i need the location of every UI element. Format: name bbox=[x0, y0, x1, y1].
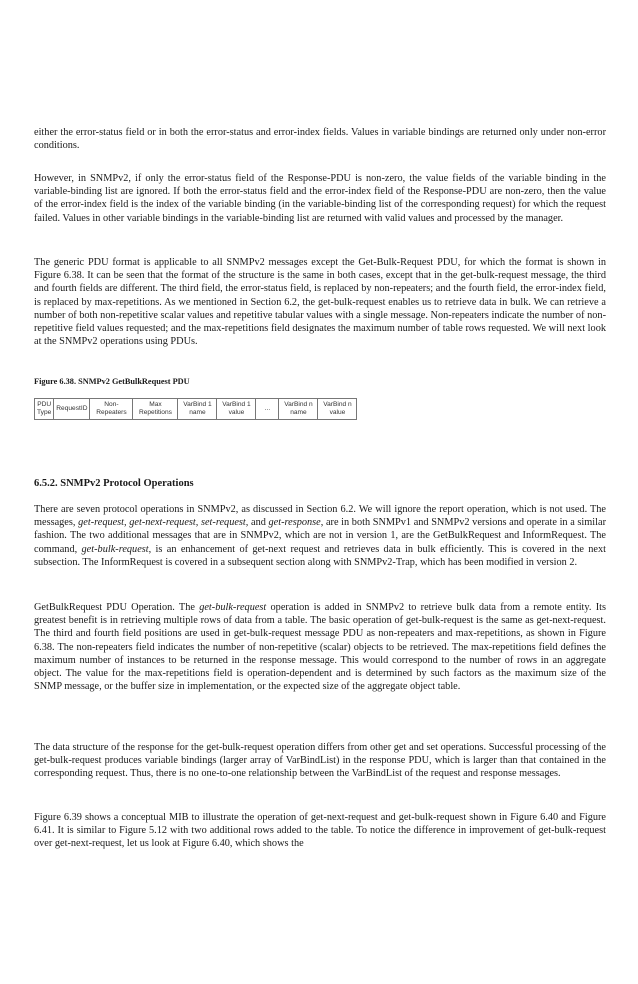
text-run-italic: get-request, get-next-request, set-request, bbox=[78, 517, 249, 529]
pdu-field-non-repeaters: Non- Repeaters bbox=[90, 399, 133, 420]
pdu-field-varbind1-name: VarBind 1 name bbox=[178, 399, 217, 420]
pdu-field-varbind1-value: VarBind 1 value bbox=[217, 399, 256, 420]
text-run-italic: get-response bbox=[268, 517, 321, 529]
pdu-field-ellipsis: ... bbox=[256, 399, 279, 420]
text-run: , are in both SNMPv1 and SNMPv2 versions and operate in a similar fashion. The two additional messages that are in SNMPv2, which are not in version 1, are the GetBulkRequest and InformRequest. The command, bbox=[34, 517, 607, 555]
text-run: operation is added in SNMPv2 to retrieve bulk data from a remote entity. Its greatest benefit is in retrieving multiple rows of data from a table. The basic operation of get-bulk-request is the same as get-next-request. The third and fourth field positions are used in get-bulk-request message PDU as non-repeaters and max-repetitions, as shown in Figure 6.38. The non-repeaters field indicates the number of non-repetitive (scalar) objects to be retrieved. The max-repetitions field defines the maximum number of instances to be returned in the response message. This would correspond to the number of rows in an aggregate object. The value for the max-repetitions field is operation-dependent and is determined by such factors as the maximum size of the SNMP message, or the buffer size in implementation, or the expected size of the aggregate object table. bbox=[34, 602, 607, 693]
figure-caption: Figure 6.38. SNMPv2 GetBulkRequest PDU bbox=[34, 377, 190, 386]
text-run: There are seven protocol operations in SNMPv2, as discussed in Section 6.2. We will ignore the report operation, which is not used. The messages, bbox=[34, 504, 606, 529]
pdu-field-pdu-type: PDU Type bbox=[35, 399, 54, 420]
paragraph-response-data-structure: The data structure of the response for the get-bulk-request operation differs from other get and set operations. Successful processing of the get-bulk-request produces variable bindings (larger array of VarBindList) in the response PDU, which is larger than that contained in the corresponding request. Thus, there is no one-to-one relationship between the VarBindList of the request and response messages. bbox=[34, 742, 606, 780]
text-run-italic: get-bulk-request bbox=[199, 602, 267, 613]
pdu-field-varbindn-value: VarBind n value bbox=[318, 399, 357, 420]
paragraph-conceptual-mib: Figure 6.39 shows a conceptual MIB to illustrate the operation of get-next-request and get-bulk-request shown in Figure 6.40 and Figure 6.41. It is similar to Figure 5.12 with two additional rows added to the table. To notice the difference in improvement of get-bulk-request over get-next-request, let us look at Figure 6.40, which shows the bbox=[34, 812, 606, 850]
pdu-field-request-id: RequestID bbox=[54, 399, 90, 420]
pdu-field-varbindn-name: VarBind n name bbox=[279, 399, 318, 420]
paragraph-snmpv2-error-status: However, in SNMPv2, if only the error-status field of the Response-PDU is non-zero, the value fields of the variable binding in the variable-binding list are ignored. If both the error-status field and the error-index field of the Response-PDU are non-zero, then the value of the error-index field is the index of the variable binding (in the variable-binding list of the corresponding request) for which the request failed. Values in other variable bindings in the variable-binding list are returned with valid values and processed by the manager. bbox=[34, 173, 606, 224]
paragraph-error-fields: either the error-status field or in both the error-status and error-index fields. Values in variable bindings are returned only under non-error conditions. bbox=[34, 127, 606, 152]
text-run: and bbox=[248, 517, 269, 529]
pdu-field-max-repetitions: Max Repetitions bbox=[133, 399, 178, 420]
text-run-italic: get-bulk-request bbox=[81, 543, 149, 555]
text-run: , is an enhancement of get-next request and retrieves data in bulk efficiently. This is covered in the next subsection. The InformRequest is covered in a subsequent section along with SNMPv2-Trap, which has been modified in version 2. bbox=[34, 543, 606, 568]
paragraph-protocol-operations bbox=[34, 503, 606, 569]
paragraph-generic-pdu-format: The generic PDU format is applicable to all SNMPv2 messages except the Get-Bulk-Request PDU, for which the format is shown in Figure 6.38. It can be seen that the format of the structure is the same in both cases, except that in the get-bulk-request message, the third and fourth fields are different. The third field, the error-status field, is replaced by non-repeaters; and the fourth field, the error-index field, is replaced by max-repetitions. As we mentioned in Section 6.2, the get-bulk-request enables us to retrieve data in bulk. We can retrieve a number of both non-repetitive scalar values and repetitive tabular values with a single message. Non-repeaters indicate the number of non-repetitive field values requested; and the max-repetitions field designates the maximum number of table rows requested. We will next look at the SNMPv2 operations using PDUs. bbox=[34, 257, 606, 348]
paragraph-getbulkrequest-operation bbox=[34, 601, 606, 693]
getbulkrequest-pdu-diagram bbox=[34, 398, 357, 420]
text-run: GetBulkRequest PDU Operation. The bbox=[34, 602, 200, 613]
section-heading: 6.5.2. SNMPv2 Protocol Operations bbox=[34, 478, 194, 489]
